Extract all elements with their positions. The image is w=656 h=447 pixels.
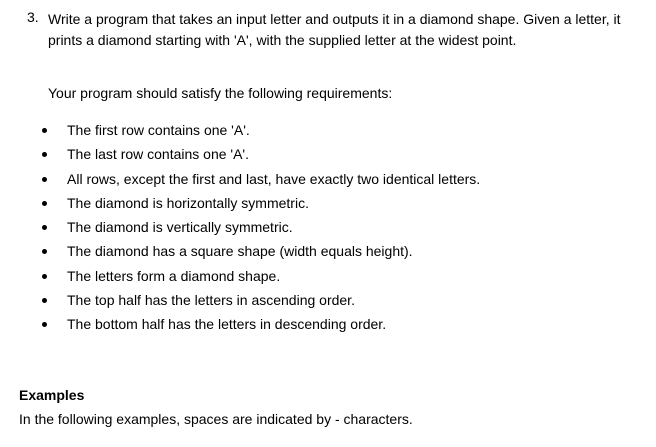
requirement-item: [40, 167, 480, 191]
requirement-text: The last row contains one 'A'.: [67, 146, 249, 163]
requirements-list: [40, 118, 480, 337]
requirement-item: [40, 239, 480, 263]
requirement-item: [40, 264, 480, 288]
requirement-item: [40, 312, 480, 336]
requirement-text: All rows, except the first and last, have exactly two identical letters.: [67, 170, 481, 187]
bullet-icon: [42, 322, 47, 327]
bullet-icon: [42, 249, 47, 254]
requirement-text: The diamond is vertically symmetric.: [67, 219, 293, 236]
requirement-item: [40, 142, 480, 166]
question-number: 3.: [27, 9, 39, 25]
bullet-icon: [42, 225, 47, 230]
requirement-text: The bottom half has the letters in descending order.: [67, 316, 387, 333]
requirement-text: The diamond has a square shape (width equals height).: [67, 243, 413, 260]
question-text: Write a program that takes an input letter and outputs it in a diamond shape. Given a letter, it prints a diamond starting with 'A', with the supplied letter at the widest point.: [48, 11, 621, 48]
examples-heading: Examples: [19, 387, 85, 403]
bullet-icon: [42, 298, 47, 303]
requirement-text: The first row contains one 'A'.: [67, 122, 250, 138]
bullet-icon: [42, 201, 47, 206]
bullet-icon: [42, 152, 47, 157]
bullet-icon: [42, 177, 47, 182]
requirement-item: [40, 215, 480, 239]
requirement-text: The top half has the letters in ascending order.: [67, 292, 355, 309]
requirement-text: The diamond is horizontally symmetric.: [67, 194, 309, 211]
bullet-icon: [42, 128, 47, 133]
examples-note: In the following examples, spaces are indicated by - characters.: [19, 411, 413, 427]
requirement-item: [40, 191, 480, 215]
requirement-text: The letters form a diamond shape.: [67, 267, 281, 284]
bullet-icon: [42, 274, 47, 279]
requirement-item: [40, 118, 480, 142]
requirement-item: [40, 288, 480, 312]
requirements-intro: Your program should satisfy the following requirements:: [48, 85, 393, 101]
